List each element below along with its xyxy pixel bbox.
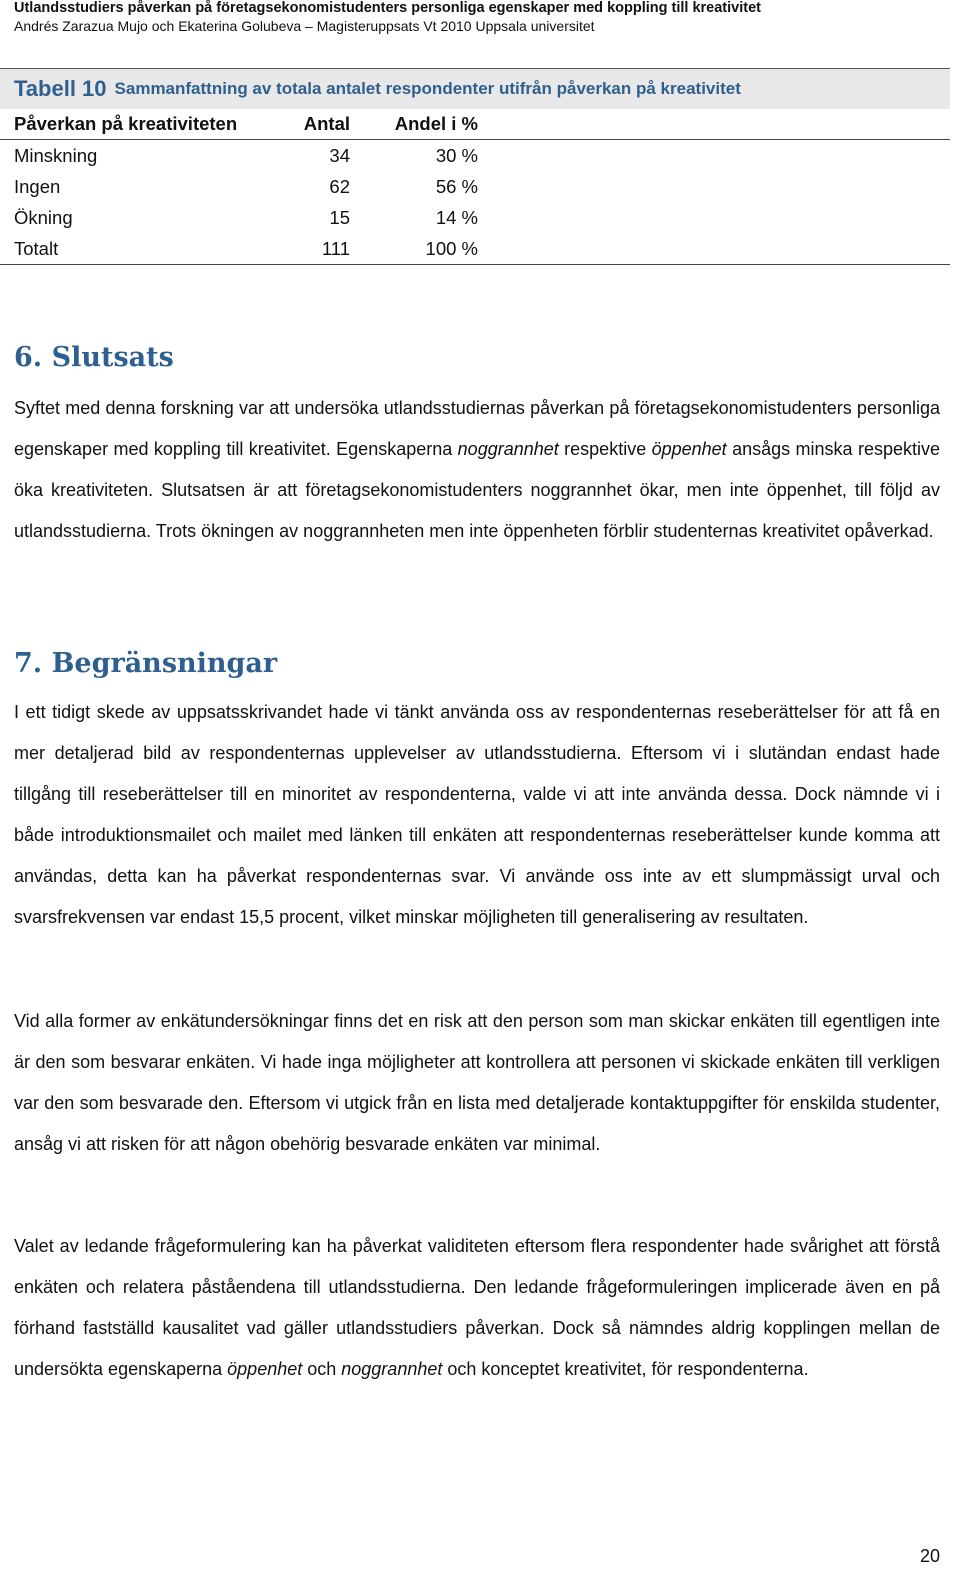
table-cell: 14 % [435,206,478,228]
table-row-total [0,233,950,265]
table-header-cell: Andel i % [394,113,478,134]
emphasis-term: öppenhet [227,1359,303,1379]
emphasis-term: öppenhet [651,439,727,459]
table-cell: Ingen [14,175,61,197]
page-number: 20 [919,1546,940,1566]
paragraph-text: ansågs minska respektive öka kreativiteten. Slutsatsen är att företagsekonomistudenters noggrannhet ökar, men inte öppenhet, till följd av utlandsstudierna. Trots ökningen av noggrannheten men inte öppenheten förblir studenternas kreativitet opåverkad. [14,439,940,541]
table-caption [0,68,950,109]
table-header-cell: Antal [303,113,350,134]
table-cell: Totalt [14,237,59,259]
paragraph-text: och konceptet kreativitet, för respondenterna. [442,1359,809,1379]
table-cell: 56 % [435,175,478,197]
table-row [0,202,950,233]
paragraph-text: Valet av ledande frågeformulering kan ha påverkat validiteten eftersom flera respondenter hade svårighet att förstå enkäten och relatera påståendena till utlandsstudierna. Den ledande frågeformuleringen implicerade även en på förhand fastställd kausalitet vad gäller utlandsstudiers påverkan. Dock så nämndes aldrig kopplingen mellan de undersökta egenskaperna [14,1236,940,1379]
emphasis-term: noggrannhet [341,1359,443,1379]
table-header-row [0,109,950,140]
running-head-authors: Andrés Zarazua Mujo och Ekaterina Golubeva – Magisteruppsats Vt 2010 Uppsala universitet [14,18,595,34]
table-caption-text: Sammanfattning av totala antalet respondenter utifrån påverkan på kreativitet [114,79,741,98]
table-cell: 34 [329,144,350,166]
running-head [14,0,949,36]
paragraph-text: respektive [558,439,652,459]
table-row [0,140,950,171]
section-heading-slutsats: 6. Slutsats [14,342,174,373]
paragraph-begransningar-3 [14,1226,940,1390]
table-cell: 111 [321,237,350,259]
summary-table [0,68,950,265]
table-cell: Minskning [14,144,98,166]
section-heading-begransningar: 7. Begränsningar [14,648,278,679]
paragraph-text: Syftet med denna forskning var att undersöka utlandsstudiernas påverkan på företagsekonomistudenters personliga egenskaper med koppling till kreativitet. Egenskaperna [14,398,940,459]
paragraph-slutsats [14,388,940,552]
table-caption-number: Tabell 10 [14,76,107,101]
paragraph-text: och [302,1359,342,1379]
paragraph-begransningar-1: I ett tidigt skede av uppsatsskrivandet hade vi tänkt använda oss av respondenternas reseberättelser för att få en mer detaljerad bild av respondenternas upplevelser av utlandsstudierna. Eftersom vi i slutändan endast hade tillgång till reseberättelser till en minoritet av respondenterna, valde vi att inte använda dessa. Dock nämnde vi i både introduktionsmailet och mailet med länken till enkäten att respondenternas reseberättelser kunde komma att användas, detta kan ha påverkat respondenternas svar. Vi använde oss inte av ett slumpmässigt urval och svarsfrekvensen var endast 15,5 procent, vilket minskar möjligheten till generalisering av resultaten. [14,702,940,927]
running-head-title: Utlandsstudiers påverkan på företagsekonomistudenters personliga egenskaper med koppling till kreativitet [14,0,761,16]
table-header-cell: Påverkan på kreativiteten [14,113,238,134]
table-cell: 100 % [425,237,478,259]
table-cell: 62 [329,175,350,197]
table-cell: 30 % [435,144,478,166]
table-row [0,171,950,202]
table-cell: Ökning [14,206,73,228]
table-cell: 15 [329,206,350,228]
paragraph-begransningar-2: Vid alla former av enkätundersökningar finns det en risk att den person som man skickar enkäten till egentligen inte är den som besvarar enkäten. Vi hade inga möjligheter att kontrollera att personen vi skickade enkäten till verkligen var den som besvarade den. Eftersom vi utgick från en lista med detaljerade kontaktuppgifter för enskilda studenter, ansåg vi att risken för att någon obehörig besvarade enkäten var minimal. [14,1011,940,1154]
emphasis-term: noggrannhet [457,439,559,459]
